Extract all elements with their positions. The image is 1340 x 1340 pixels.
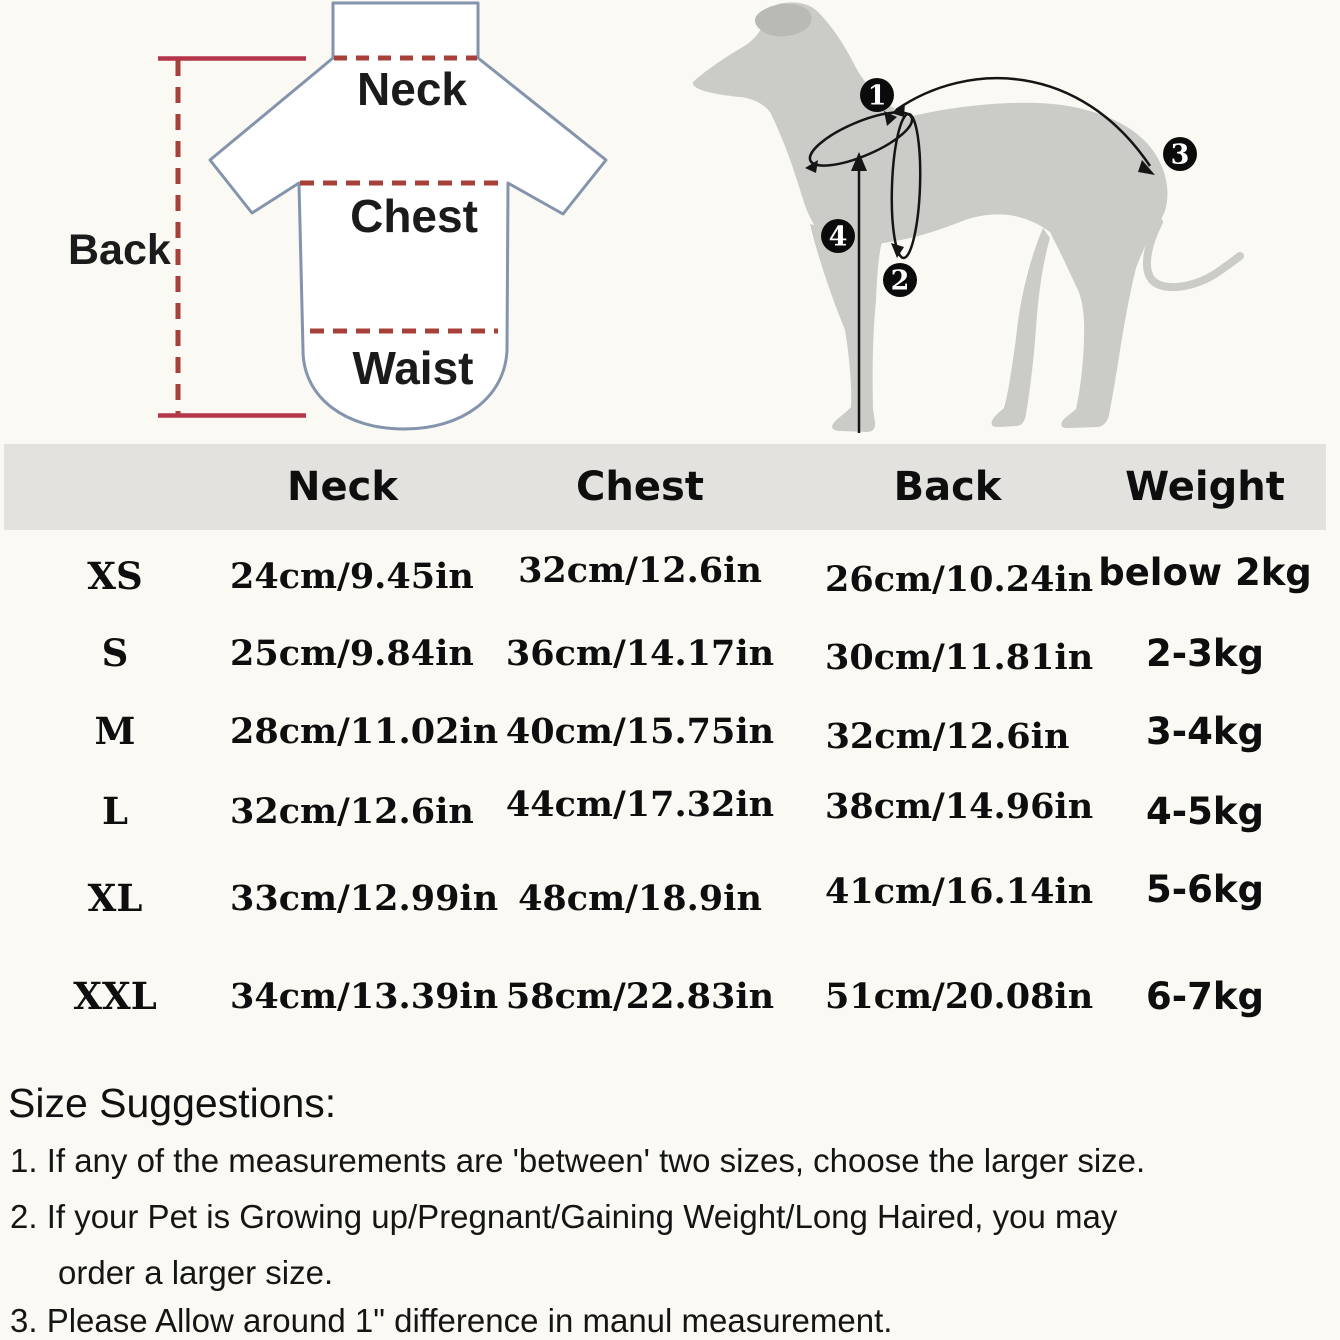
cell-chest: 40cm/15.75in <box>505 710 775 752</box>
cell-weight: 5-6kg <box>1146 867 1264 911</box>
dog-silhouette <box>693 2 1240 432</box>
cell-neck: 25cm/9.84in <box>230 632 474 674</box>
cell-size: XL <box>87 876 143 920</box>
suggestion-line-3: 3. Please Allow around 1" difference in manul measurement. <box>10 1302 893 1339</box>
table-row <box>0 536 1340 616</box>
cell-back: 51cm/20.08in <box>825 975 1094 1017</box>
header-neck: Neck <box>287 464 398 510</box>
arrowhead <box>891 243 904 258</box>
cell-chest: 36cm/14.17in <box>505 632 775 674</box>
cell-back: 30cm/11.81in <box>825 636 1094 678</box>
cell-back: 26cm/10.24in <box>825 558 1094 600</box>
suggestion-line-1: 1. If any of the measurements are 'between' two sizes, choose the larger size. <box>10 1142 1146 1179</box>
cell-size: M <box>94 709 136 753</box>
garment-back-label: Back <box>68 226 171 274</box>
table-row <box>0 956 1340 1036</box>
table-row <box>0 858 1340 938</box>
suggestions-title: Size Suggestions: <box>8 1080 337 1126</box>
cell-weight: below 2kg <box>1098 550 1312 594</box>
cell-back: 38cm/14.96in <box>825 785 1094 827</box>
cell-neck: 24cm/9.45in <box>230 555 474 597</box>
cell-back: 41cm/16.14in <box>825 870 1094 912</box>
cell-size: S <box>101 631 129 675</box>
dog-far-hind-leg <box>992 228 1050 427</box>
dog-body <box>693 2 1168 428</box>
suggestion-line-2b: order a larger size. <box>58 1254 334 1291</box>
badge-number: 2 <box>890 265 910 297</box>
measure-badge-4 <box>821 219 855 253</box>
cell-neck: 34cm/13.39in <box>230 975 499 1017</box>
cell-back: 32cm/12.6in <box>825 715 1070 757</box>
cell-neck: 32cm/12.6in <box>230 790 474 832</box>
header-weight: Weight <box>1125 464 1285 510</box>
measure-badge-3 <box>1163 137 1197 171</box>
garment-chest-label: Chest <box>350 190 478 242</box>
cell-size: XXL <box>73 974 157 1018</box>
table-row <box>0 771 1340 851</box>
badge-number: 1 <box>867 80 887 112</box>
table-header-row <box>0 444 1340 530</box>
badge-number: 4 <box>828 221 848 253</box>
cell-chest: 32cm/12.6in <box>518 549 762 591</box>
table-row <box>0 613 1340 693</box>
garment-waist-label: Waist <box>352 342 474 394</box>
cell-chest: 48cm/18.9in <box>518 877 762 919</box>
cell-size: L <box>101 789 128 833</box>
measurement-figure <box>0 0 1340 443</box>
dog-tail <box>1147 222 1240 287</box>
dog-front-leg <box>810 221 882 432</box>
cell-weight: 4-5kg <box>1146 789 1264 833</box>
header-back: Back <box>893 464 1002 510</box>
table-row <box>0 691 1340 771</box>
cell-chest: 44cm/17.32in <box>505 783 775 825</box>
suggestion-line-2: 2. If your Pet is Growing up/Pregnant/Gaining Weight/Long Haired, you may <box>10 1198 1118 1235</box>
cell-weight: 6-7kg <box>1146 974 1264 1018</box>
measure-badge-2 <box>883 263 917 297</box>
badge-number: 3 <box>1170 139 1190 171</box>
cell-neck: 28cm/11.02in <box>230 710 499 752</box>
cell-weight: 2-3kg <box>1146 631 1264 675</box>
measure-badge-1 <box>860 78 894 112</box>
garment-neck-label: Neck <box>357 63 467 115</box>
cell-chest: 58cm/22.83in <box>505 975 775 1017</box>
cell-weight: 3-4kg <box>1146 709 1264 753</box>
header-chest: Chest <box>576 464 704 510</box>
cell-neck: 33cm/12.99in <box>230 877 499 919</box>
cell-size: XS <box>87 554 143 598</box>
